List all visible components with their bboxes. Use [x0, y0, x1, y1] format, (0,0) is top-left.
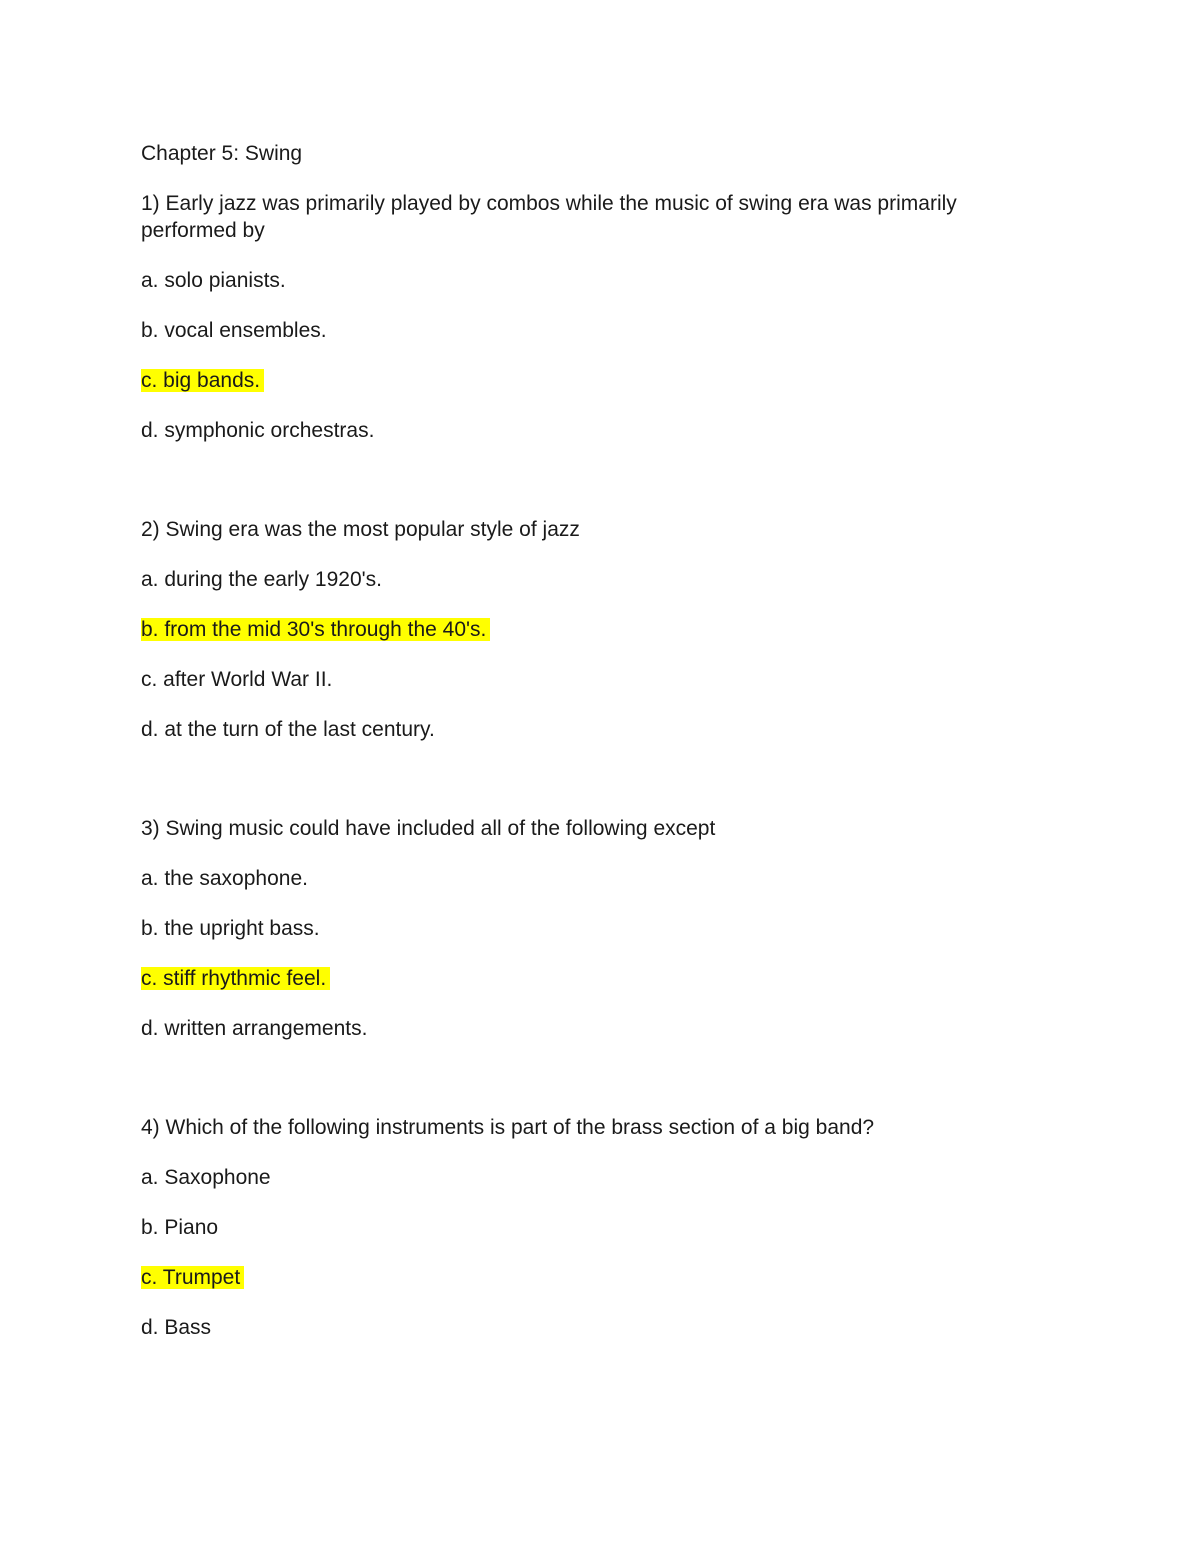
question-block-4 — [141, 1114, 1041, 1341]
answer-option — [141, 566, 1041, 593]
answer-option-text: c. after World War II. — [141, 668, 333, 691]
answer-option — [141, 666, 1041, 693]
answer-option — [141, 267, 1041, 294]
answer-option — [141, 1015, 1041, 1042]
answer-option-highlighted — [141, 1264, 1041, 1291]
document-content — [141, 140, 1041, 1341]
page-title: Chapter 5: Swing — [141, 142, 303, 165]
answer-option-text: a. solo pianists. — [141, 269, 286, 292]
answer-option-text: a. Saxophone — [141, 1166, 271, 1189]
answer-option-text: c. big bands. — [141, 369, 264, 392]
answer-option-text: c. stiff rhythmic feel. — [141, 967, 330, 990]
answer-option-text: a. the saxophone. — [141, 867, 308, 890]
answer-option — [141, 716, 1041, 743]
question-block-2 — [141, 516, 1041, 743]
answer-option-highlighted — [141, 367, 1041, 394]
answer-option-text: b. from the mid 30's through the 40's. — [141, 618, 490, 641]
answer-option-highlighted — [141, 965, 1041, 992]
question-prompt: 2) Swing era was the most popular style of jazz — [141, 518, 580, 541]
answer-option — [141, 915, 1041, 942]
answer-option — [141, 317, 1041, 344]
answer-option — [141, 1314, 1041, 1341]
question-prompt: 1) Early jazz was primarily played by combos while the music of swing era was primarily performed by — [141, 192, 957, 242]
question-block-3 — [141, 815, 1041, 1042]
answer-option-text: c. Trumpet — [141, 1266, 244, 1289]
answer-option — [141, 1214, 1041, 1241]
question-prompt: 4) Which of the following instruments is part of the brass section of a big band? — [141, 1116, 875, 1139]
question-block-1 — [141, 190, 1041, 444]
answer-option-text: d. written arrangements. — [141, 1017, 368, 1040]
answer-option-text: d. at the turn of the last century. — [141, 718, 435, 741]
answer-option — [141, 1164, 1041, 1191]
answer-option-highlighted — [141, 616, 1041, 643]
answer-option-text: d. Bass — [141, 1316, 212, 1339]
answer-option-text: b. vocal ensembles. — [141, 319, 327, 342]
answer-option — [141, 417, 1041, 444]
answer-option-text: a. during the early 1920's. — [141, 568, 382, 591]
answer-option-text: d. symphonic orchestras. — [141, 419, 375, 442]
answer-option-text: b. the upright bass. — [141, 917, 320, 940]
question-prompt: 3) Swing music could have included all of the following except — [141, 817, 716, 840]
answer-option — [141, 865, 1041, 892]
answer-option-text: b. Piano — [141, 1216, 219, 1239]
